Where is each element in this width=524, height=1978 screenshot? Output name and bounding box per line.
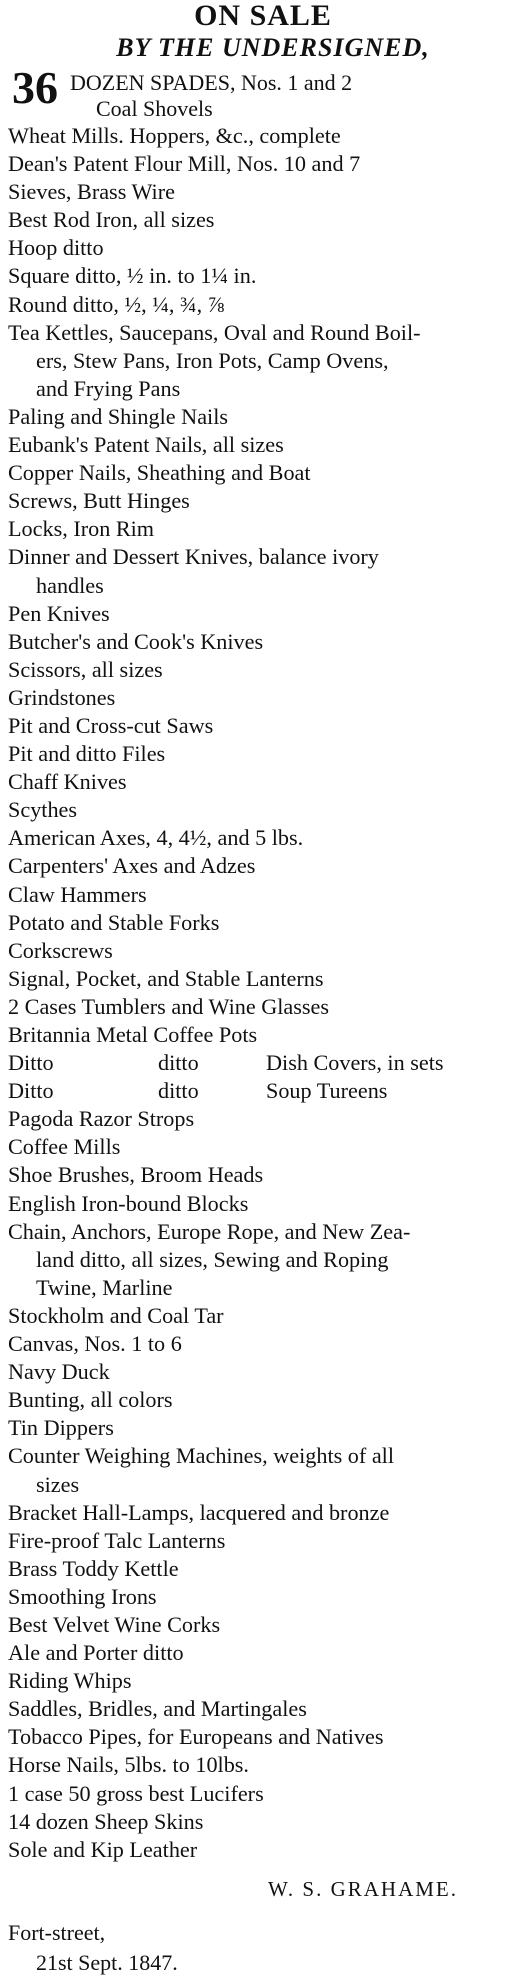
- list-item: Sieves, Brass Wire: [8, 179, 175, 205]
- list-item: Scissors, all sizes: [8, 656, 163, 682]
- list-item: Riding Whips: [8, 1668, 132, 1694]
- list-item: Carpenters' Axes and Adzes: [8, 853, 256, 879]
- list-item: Scythes: [8, 797, 78, 823]
- ditto-row: [8, 1077, 518, 1105]
- item-line: Counter Weighing Machines, weights of all: [8, 1443, 395, 1469]
- lead-line-2: Coal Shovels: [96, 96, 213, 121]
- list-item-multiline: [8, 1442, 518, 1498]
- list-item: Pen Knives: [8, 600, 110, 626]
- list-item: Wheat Mills. Hoppers, &c., complete: [8, 123, 341, 148]
- list-item: Claw Hammers: [8, 881, 147, 907]
- list-item: Britannia Metal Coffee Pots: [8, 1022, 258, 1047]
- list-item: Tobacco Pipes, for Europeans and Natives: [8, 1724, 384, 1750]
- list-item: English Iron-bound Blocks: [8, 1190, 249, 1216]
- list-item-multiline: [8, 543, 518, 599]
- list-item: 2 Cases Tumblers and Wine Glasses: [8, 993, 330, 1019]
- address: Fort-street,: [8, 1919, 106, 1945]
- list-item: Bracket Hall-Lamps, lacquered and bronze: [8, 1499, 390, 1525]
- list-item: Best Velvet Wine Corks: [8, 1611, 221, 1637]
- ditto-col-a: Ditto: [8, 1050, 54, 1076]
- list-item: Best Rod Iron, all sizes: [8, 207, 215, 233]
- list-item: Copper Nails, Sheathing and Boat: [8, 460, 311, 486]
- list-item: Potato and Stable Forks: [8, 909, 220, 935]
- lead-entry: [8, 62, 518, 122]
- list-item: Canvas, Nos. 1 to 6: [8, 1331, 182, 1357]
- item-list: [8, 122, 518, 1864]
- list-item: Brass Toddy Kettle: [8, 1555, 179, 1581]
- item-continuation: ers, Stew Pans, Iron Pots, Camp Ovens,: [36, 347, 389, 373]
- list-item: Shoe Brushes, Broom Heads: [8, 1162, 264, 1188]
- list-item: Pit and ditto Files: [8, 741, 166, 767]
- list-item-multiline: [8, 1218, 518, 1302]
- item-line: Tea Kettles, Saucepans, Oval and Round Boil-: [8, 319, 421, 345]
- list-item: Stockholm and Coal Tar: [8, 1302, 224, 1328]
- list-item: Butcher's and Cook's Knives: [8, 628, 264, 654]
- item-continuation: land ditto, all sizes, Sewing and Roping: [36, 1246, 389, 1272]
- list-item: Eubank's Patent Nails, all sizes: [8, 432, 284, 458]
- list-item: Pit and Cross-cut Saws: [8, 712, 214, 738]
- item-continuation: handles: [36, 572, 104, 598]
- list-item: Locks, Iron Rim: [8, 516, 155, 542]
- item-continuation: Twine, Marline: [36, 1274, 173, 1300]
- list-item: Fire-proof Talc Lanterns: [8, 1527, 226, 1553]
- ditto-col-c: Dish Covers, in sets: [266, 1050, 444, 1076]
- list-item: American Axes, 4, 4½, and 5 lbs.: [8, 825, 304, 851]
- item-line: Chain, Anchors, Europe Rope, and New Zea-: [8, 1218, 411, 1244]
- ditto-row: [8, 1049, 518, 1077]
- date: 21st Sept. 1847.: [36, 1949, 178, 1975]
- list-item: Bunting, all colors: [8, 1387, 173, 1413]
- lead-line-1: DOZEN SPADES, Nos. 1 and 2: [70, 70, 353, 95]
- list-item: Hoop ditto: [8, 235, 104, 261]
- lead-text: [70, 66, 352, 122]
- list-item: Navy Duck: [8, 1359, 110, 1385]
- item-line: Dinner and Dessert Knives, balance ivory: [8, 544, 379, 570]
- list-item: Corkscrews: [8, 937, 113, 963]
- list-item: Sole and Kip Leather: [8, 1836, 198, 1862]
- list-item: Tin Dippers: [8, 1415, 114, 1441]
- signature: W. S. GRAHAME.: [268, 1876, 458, 1901]
- list-item: Horse Nails, 5lbs. to 10lbs.: [8, 1752, 249, 1778]
- list-item: 1 case 50 gross best Lucifers: [8, 1780, 264, 1806]
- ditto-col-b: ditto: [158, 1050, 199, 1076]
- list-item: Grindstones: [8, 684, 116, 710]
- list-item: Pagoda Razor Strops: [8, 1106, 195, 1132]
- item-continuation: and Frying Pans: [36, 375, 181, 401]
- lead-number: 36: [12, 62, 58, 113]
- ad-title: ON SALE: [194, 0, 332, 32]
- list-item: Saddles, Bridles, and Martingales: [8, 1696, 307, 1722]
- list-item: Signal, Pocket, and Stable Lanterns: [8, 965, 324, 991]
- item-continuation: sizes: [36, 1471, 80, 1497]
- ditto-col-c: Soup Tureens: [266, 1078, 388, 1104]
- list-item: Paling and Shingle Nails: [8, 403, 229, 429]
- ditto-col-b: ditto: [158, 1078, 199, 1104]
- list-item: 14 dozen Sheep Skins: [8, 1808, 204, 1834]
- list-item-multiline: [8, 319, 518, 403]
- list-item: Coffee Mills: [8, 1134, 121, 1160]
- list-item: Chaff Knives: [8, 769, 127, 795]
- list-item: Round ditto, ½, ¼, ¾, ⅞: [8, 291, 225, 317]
- ad-subtitle: BY THE UNDERSIGNED,: [116, 33, 430, 62]
- list-item: Square ditto, ½ in. to 1¼ in.: [8, 263, 257, 289]
- list-item: Smoothing Irons: [8, 1583, 157, 1609]
- list-item: Dean's Patent Flour Mill, Nos. 10 and 7: [8, 151, 361, 177]
- list-item: Screws, Butt Hinges: [8, 488, 190, 514]
- list-item: Ale and Porter ditto: [8, 1640, 184, 1666]
- ditto-col-a: Ditto: [8, 1078, 54, 1104]
